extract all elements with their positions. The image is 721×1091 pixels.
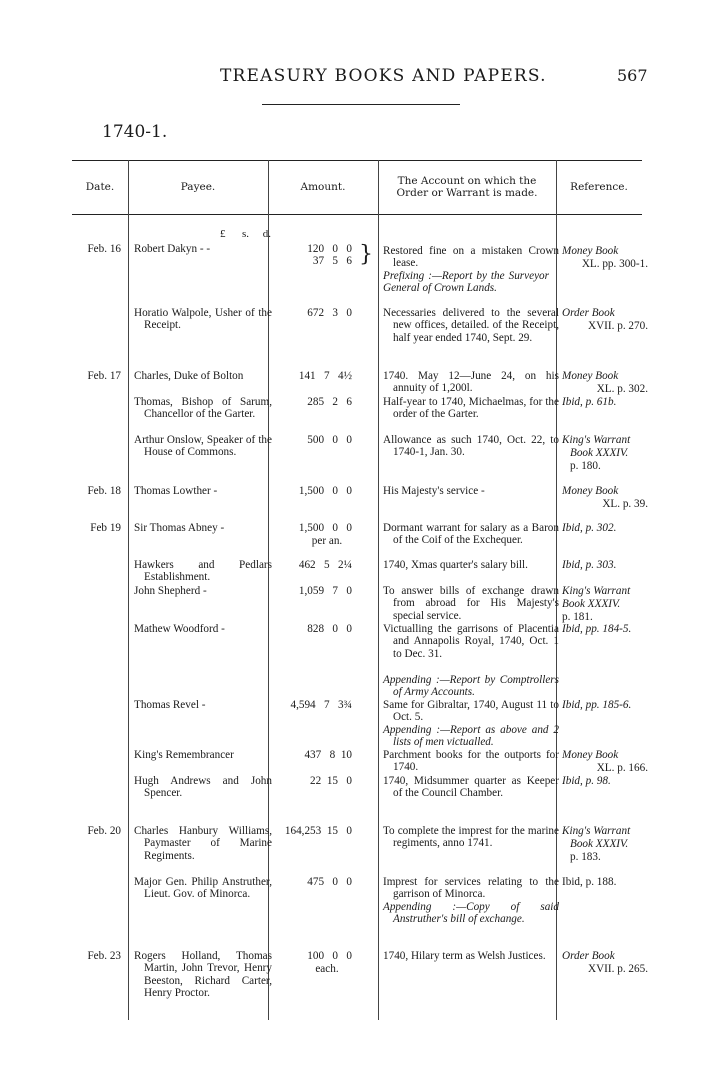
entry-amount: 475 0 0 [307, 876, 352, 888]
entry-ref-book: Ibid, pp. 184-5. [562, 623, 632, 635]
entry-payee: Charles Hanbury Williams, Paymaster of Marine Regiments. [134, 825, 272, 862]
entry-account: 1740, Hilary term as Welsh Justices. [383, 950, 546, 962]
brace-glyph: } [359, 242, 373, 267]
entry-date: Feb. 16 [87, 243, 121, 255]
entry-date: Feb. 17 [87, 370, 121, 382]
entry-amount: 164,253 15 0 [284, 825, 352, 837]
header-amount: Amount. [300, 181, 346, 193]
entry-ref-book: Money Book [562, 749, 619, 761]
entry-payee: Thomas Revel - [134, 699, 206, 711]
entry-amount: 1,500 0 0 [298, 485, 352, 497]
entry-payee: Sir Thomas Abney - [134, 522, 225, 534]
entry-account: 1740, Xmas quarter's salary bill. [383, 559, 528, 571]
year-heading: 1740-1. [102, 122, 168, 142]
entry-payee: Thomas Lowther - [134, 485, 218, 497]
entry-ref-book: Ibid, pp. 185-6. [562, 699, 632, 711]
entry-payee: King's Remembrancer [134, 749, 234, 761]
entry-amount: 500 0 0 [307, 434, 352, 446]
entry-ref-book: Money Book [562, 485, 619, 497]
entry-ref-book: King's Warrant [562, 585, 631, 597]
entry-account: Allowance as such 1740, Oct. 22, to 1740-1, Jan. 30. [383, 434, 559, 459]
entry-payee: Hawkers and Pedlars Establishment. [134, 559, 272, 584]
entry-ref-page: p. 180. [570, 460, 601, 472]
entry-date: Feb. 20 [87, 825, 121, 837]
entry-note: Appending :—Report by Comptrollers of Army Accounts. [383, 674, 559, 699]
entry-payee: Horatio Walpole, Usher of the Receipt. [134, 307, 272, 332]
entry-amount: 22 15 0 [310, 775, 352, 787]
entry-amount: 100 0 0 [307, 950, 352, 962]
entry-ref-page: p. 183. [570, 851, 601, 863]
entry-account: To answer bills of exchange drawn from abroad for His Majesty's special service. [383, 585, 559, 622]
entry-amount: 828 0 0 [307, 623, 352, 635]
entry-account: 1740, Midsummer quarter as Keeper of the Council Chamber. [383, 775, 559, 800]
entry-account: Parchment books for the outports for 1740. [383, 749, 559, 774]
entry-amount: 120 0 0 37 5 6 [307, 243, 352, 268]
entry-date: Feb. 23 [87, 950, 121, 962]
entry-ref-page: XL. p. 39. [602, 498, 648, 510]
entry-ref-book: Ibid, p. 303. [562, 559, 617, 571]
entry-amount: 462 5 2¼ [298, 559, 352, 571]
entry-ref-book: Order Book [562, 307, 615, 319]
column-divider [378, 160, 379, 1020]
entry-payee: John Shepherd - [134, 585, 207, 597]
entry-amount: 1,500 0 0 [298, 522, 352, 534]
entry-payee: Mathew Woodford - [134, 623, 225, 635]
entry-date: Feb. 18 [87, 485, 121, 497]
entry-account: To complete the imprest for the marine regiments, anno 1741. [383, 825, 559, 850]
entry-ref-volume: Book XXXIV. [570, 447, 629, 459]
entry-account: Restored fine on a mistaken Crown lease. [383, 245, 559, 270]
entry-ref-book: Ibid, p. 61b. [562, 396, 617, 408]
entry-ref-volume: Book XXXIV. [570, 838, 629, 850]
entry-ref-page: p. 181. [562, 611, 593, 623]
entry-ref-book: Ibid, p. 188. [562, 876, 617, 888]
header-account: The Account on which the Order or Warrant is made. [396, 175, 538, 199]
running-title: TREASURY BOOKS AND PAPERS. [220, 66, 547, 86]
entry-amount: 285 2 6 [307, 396, 352, 408]
entry-amount: 437 8 10 [304, 749, 352, 761]
entry-ref-page: XL. pp. 300-1. [581, 258, 648, 270]
entry-account: Dormant warrant for salary as a Baron of the Coif of the Exchequer. [383, 522, 559, 547]
entry-note: Appending :—Copy of said Anstruther's bill of exchange. [383, 901, 559, 926]
entry-amount: 672 3 0 [307, 307, 352, 319]
entry-ref-book: King's Warrant [562, 434, 631, 446]
entry-amount: 4,594 7 3¾ [290, 699, 352, 711]
entry-ref-volume: Book XXXIV. [562, 598, 621, 610]
entry-payee: Thomas, Bishop of Sarum, Chancellor of the Garter. [134, 396, 272, 421]
entry-account: Same for Gibraltar, 1740, August 11 to Oct. 5. [383, 699, 559, 724]
entry-account: Imprest for services relating to the garrison of Minorca. [383, 876, 559, 901]
header-date: Date. [85, 181, 115, 193]
entry-ref-page: XL. p. 166. [596, 762, 648, 774]
header-rule [262, 104, 460, 105]
page-number: 567 [617, 66, 648, 85]
entry-payee: Hugh Andrews and John Spencer. [134, 775, 272, 800]
entry-amount: 141 7 4½ [298, 370, 352, 382]
entry-ref-page: XVII. p. 270. [588, 320, 648, 332]
entry-date: Feb 19 [90, 522, 121, 534]
entry-payee: Robert Dakyn - - [134, 243, 211, 255]
entry-ref-page: XVII. p. 265. [588, 963, 648, 975]
entry-ref-page: XL. p. 302. [596, 383, 648, 395]
header-payee: Payee. [180, 181, 216, 193]
column-divider [128, 160, 129, 1020]
entry-account: Necessaries delivered to the several new offices, detailed. of the Receipt, half year ended 1740, Sept. 29. [383, 307, 559, 344]
entry-account: 1740. May 12—June 24, on his annuity of 1,200l. [383, 370, 559, 395]
entry-ref-book: Money Book [562, 245, 619, 257]
currency-header: £ s. d. [220, 228, 272, 240]
entry-account: Victualling the garrisons of Placentia and Annapolis Royal, 1740, Oct. 1 to Dec. 31. [383, 623, 559, 660]
entry-amount-note: each. [315, 963, 339, 975]
entry-ref-book: Money Book [562, 370, 619, 382]
entry-ref-book: Order Book [562, 950, 615, 962]
entry-account: His Majesty's service - [383, 485, 485, 497]
header-reference: Reference. [570, 181, 628, 193]
entry-amount-note: per an. [311, 535, 343, 547]
entry-ref-book: Ibid, p. 302. [562, 522, 617, 534]
entry-note: Appending :—Report as above and 2 lists of men victualled. [383, 724, 559, 749]
entry-note: Prefixing :—Report by the Surveyor General of Crown Lands. [383, 270, 549, 295]
entry-payee: Charles, Duke of Bolton [134, 370, 244, 382]
entry-amount: 1,059 7 0 [298, 585, 352, 597]
entry-account: Half-year to 1740, Michaelmas, for the order of the Garter. [383, 396, 559, 421]
entry-ref-book: King's Warrant [562, 825, 631, 837]
entry-payee: Arthur Onslow, Speaker of the House of Commons. [134, 434, 272, 459]
entry-ref-book: Ibid, p. 98. [562, 775, 611, 787]
entry-payee: Major Gen. Philip Anstruther, Lieut. Gov. of Minorca. [134, 876, 272, 901]
entry-payee: Rogers Holland, Thomas Martin, John Trevor, Henry Beeston, Richard Carter, Henry Proctor. [134, 950, 272, 1000]
